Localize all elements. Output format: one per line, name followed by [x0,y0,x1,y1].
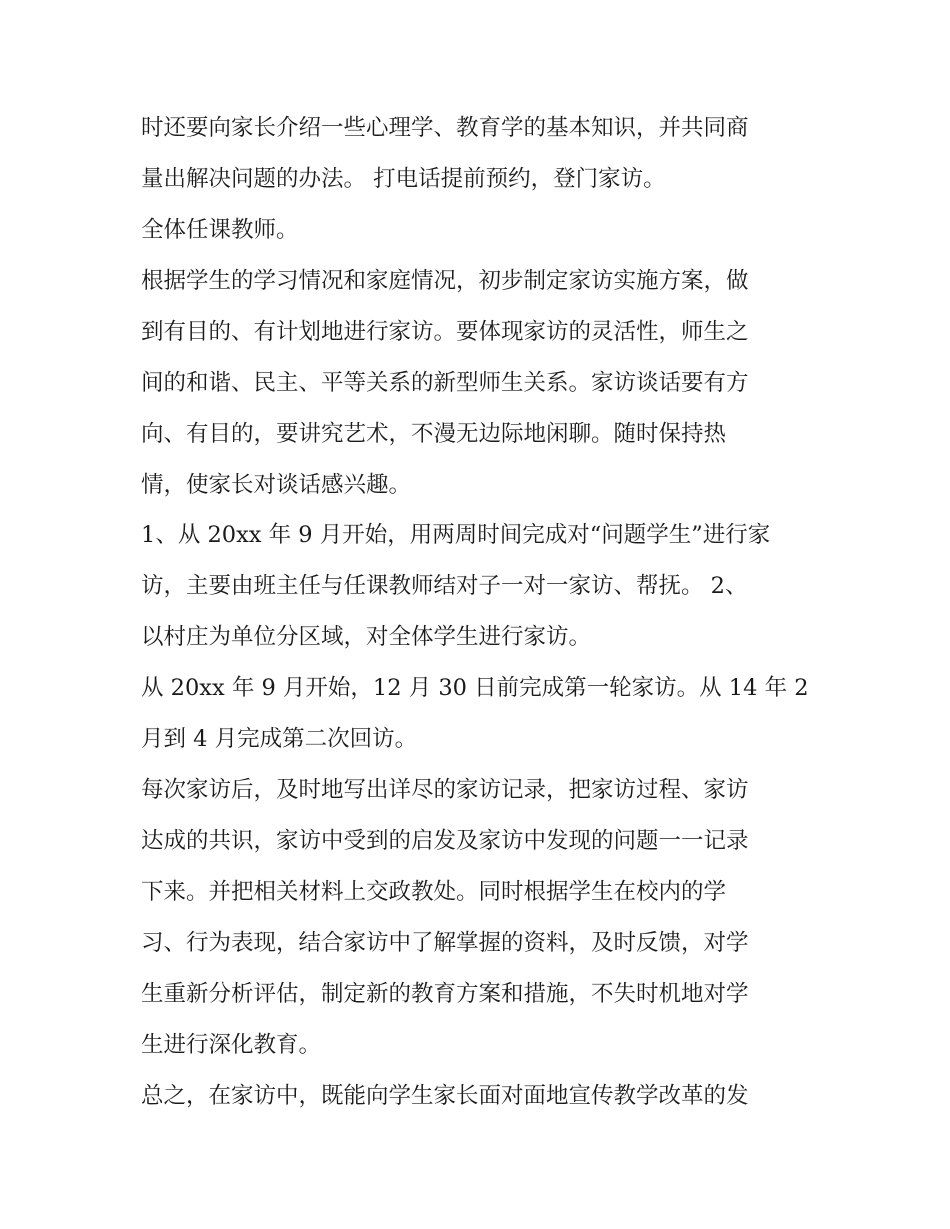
text-line: 情，使家长对谈话感兴趣。 [141,472,412,498]
text-line: 以村庄为单位分区域，对全体学生进行家访。 [141,624,592,650]
text-line: 下来。并把相关材料上交政教处。同时根据学生在校内的学 [141,879,727,905]
text-line: 生进行深化教育。 [141,1032,322,1058]
text-line: 总之，在家访中，既能向学生家长面对面地宣传教学改革的发 [141,1083,749,1109]
text-line: 达成的共识，家访中受到的启发及家访中发现的问题一一记录 [141,828,749,854]
text-line: 根据学生的学习情况和家庭情况，初步制定家访实施方案，做 [141,268,749,294]
text-line: 向、有目的，要讲究艺术，不漫无边际地闲聊。随时保持热 [141,421,727,447]
text-line: 时还要向家长介绍一些心理学、教育学的基本知识，并共同商 [141,115,749,141]
text-line: 全体任课教师。 [141,217,299,243]
text-line: 量出解决问题的办法。 打电话提前预约，登门家访。 [141,166,666,192]
text-line: 月到 4 月完成第二次回访。 [141,726,418,752]
text-line: 习、行为表现，结合家访中了解掌握的资料，及时反馈，对学 [141,930,749,956]
text-line: 间的和谐、民主、平等关系的新型师生关系。家访谈话要有方 [141,370,749,396]
text-line: 每次家访后，及时地写出详尽的家访记录，把家访过程、家访 [141,777,749,803]
text-line: 1、从 20xx 年 9 月开始，用两周时间完成对“问题学生”进行家 [141,522,771,548]
text-line: 访，主要由班主任与任课教师结对子一对一家访、帮抚。 2、 [141,573,748,599]
text-line: 生重新分析评估，制定新的教育方案和措施，不失时机地对学 [141,981,749,1007]
text-line: 到有目的、有计划地进行家访。要体现家访的灵活性，师生之 [141,319,749,345]
text-line: 从 20xx 年 9 月开始，12 月 30 日前完成第一轮家访。从 14 年 2 [141,675,809,701]
